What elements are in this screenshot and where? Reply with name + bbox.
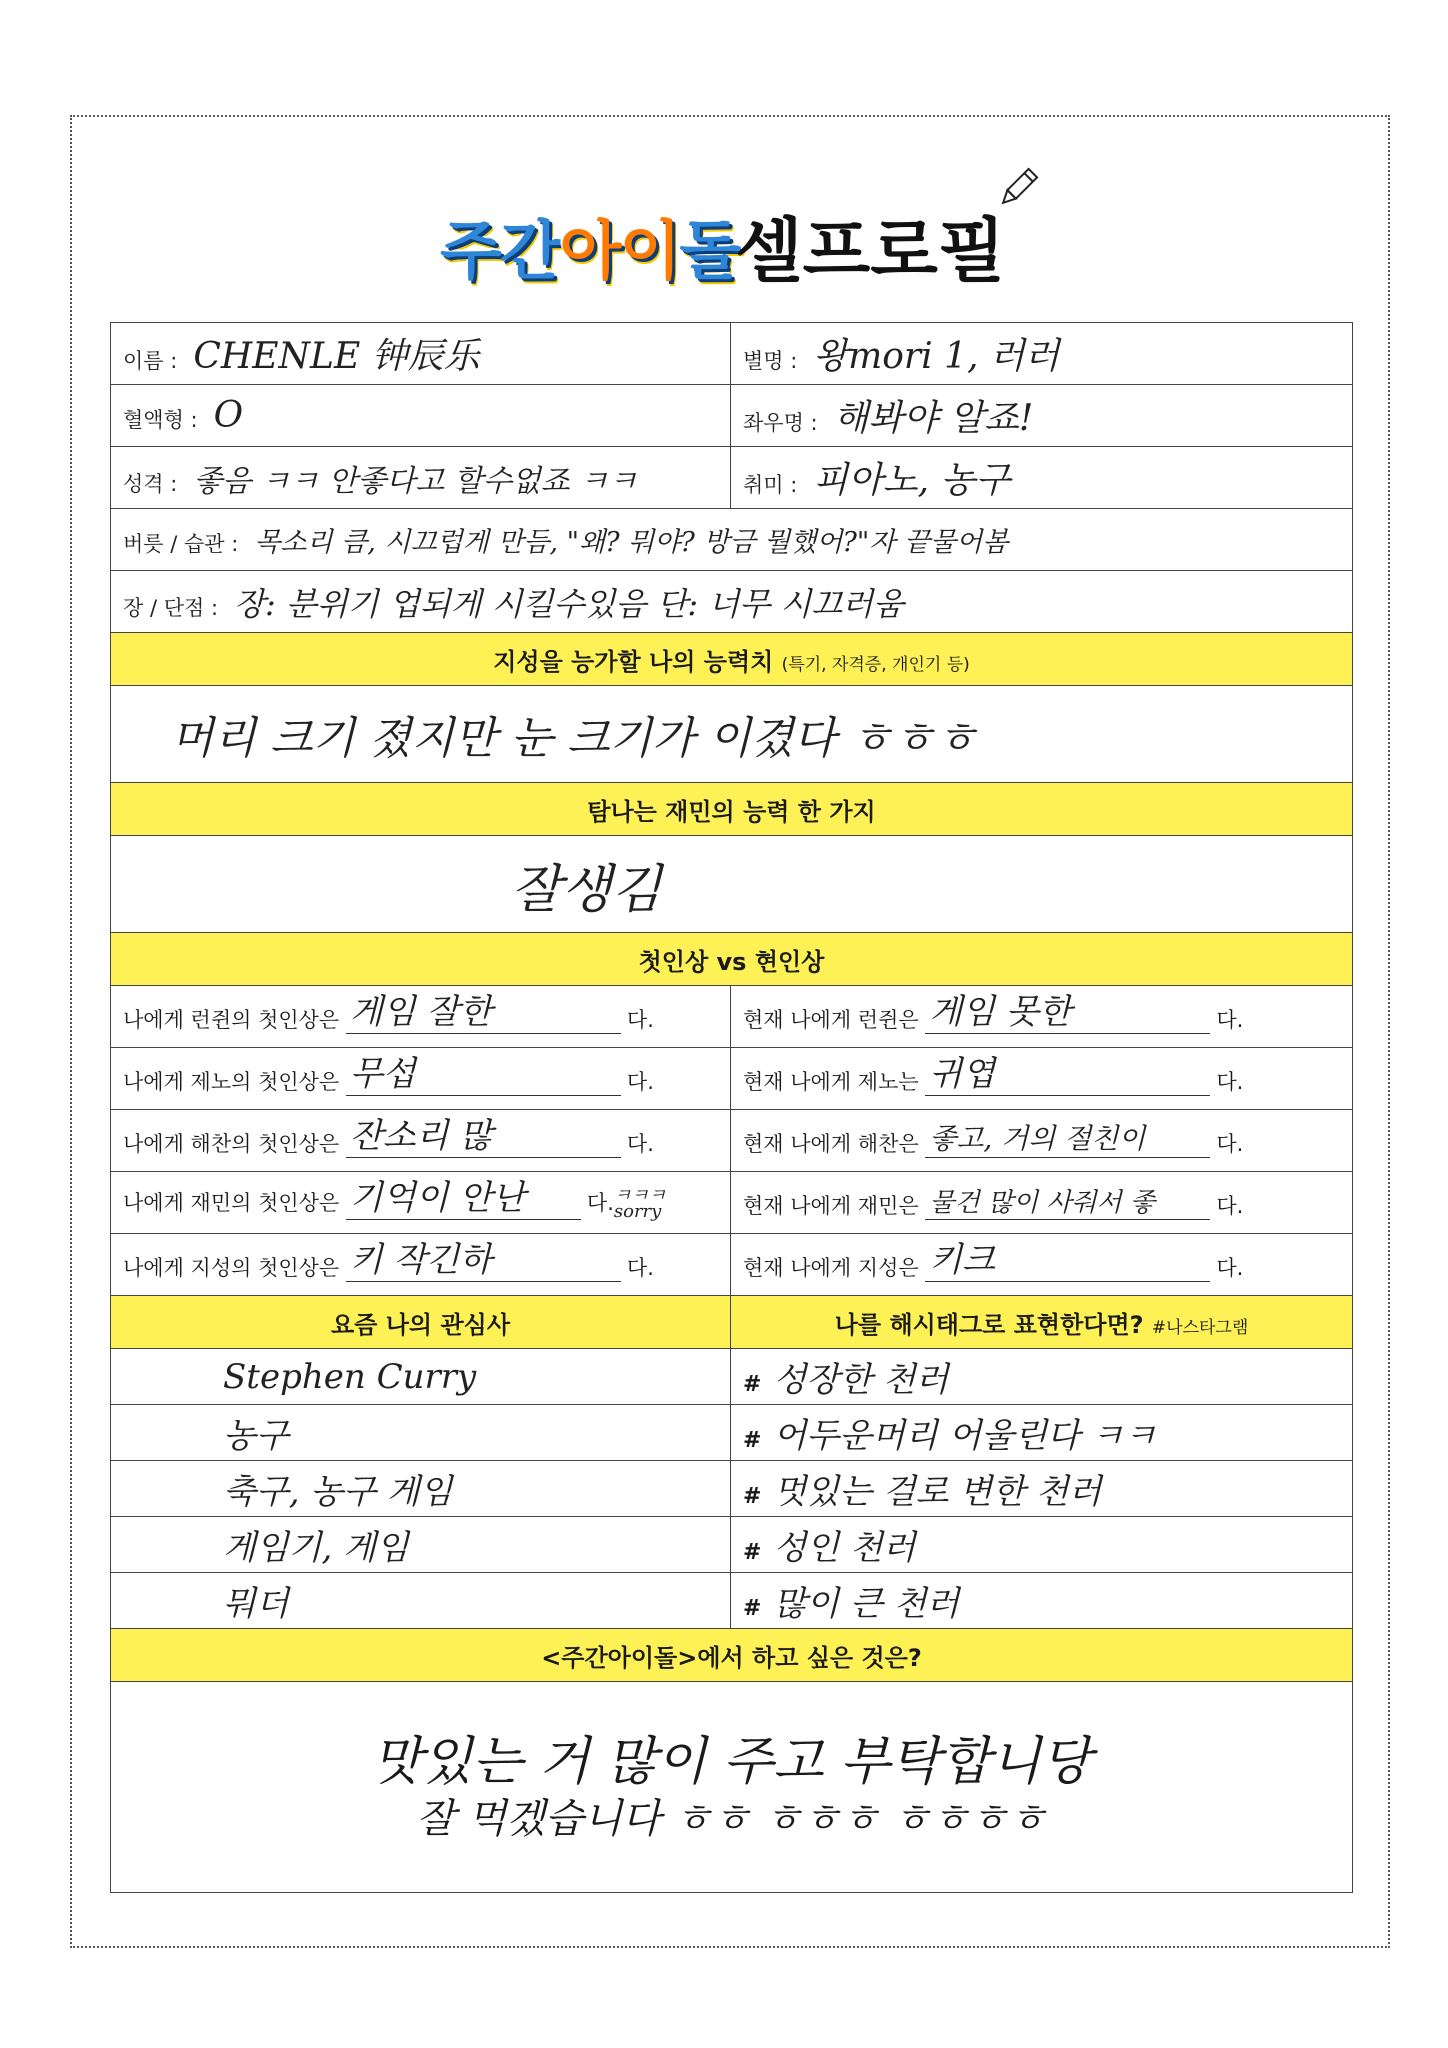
ability-value: 머리 크기 졌지만 눈 크기가 이겼다 ㅎㅎㅎ xyxy=(171,713,978,764)
blood-value: O xyxy=(213,395,244,436)
personality-value: 좋음 ㅋㅋ 안좋다고 할수없죠 ㅋㅋ xyxy=(193,463,638,499)
interest-row-3 xyxy=(111,1461,1353,1517)
pencil-icon xyxy=(995,165,1041,211)
motto-cell: 좌우명 : 해봐야 알죠! xyxy=(731,385,1353,447)
impression-row-renjun xyxy=(111,986,1353,1048)
ability-heading-row xyxy=(111,633,1353,686)
interest-item: 농구 xyxy=(111,1405,731,1461)
impression-row-haechan xyxy=(111,1110,1353,1172)
jaemin-cell xyxy=(111,836,1353,933)
hashtag-item: # 많이 큰 천러 xyxy=(731,1573,1353,1629)
first-impression-jisung: 나에게 지성의 첫인상은 키 작긴하 다. xyxy=(111,1234,731,1296)
nickname-cell: 별명 : 왕mori 1, 러러 xyxy=(731,323,1353,385)
weekly-idol-logo: 주간아이돌 xyxy=(440,215,740,289)
interest-row-2 xyxy=(111,1405,1353,1461)
wish-line-2: 잘 먹겠습니다 ㅎㅎ ㅎㅎㅎ ㅎㅎㅎㅎ xyxy=(416,1796,1047,1842)
impression-row-jisung xyxy=(111,1234,1353,1296)
impression-heading-row xyxy=(111,933,1353,986)
interest-item: Stephen Curry xyxy=(111,1349,731,1405)
jaemin-value: 잘생김 xyxy=(511,859,662,920)
row-pros-cons xyxy=(111,571,1353,633)
jaemin-heading: 탐나는 재민의 능력 한 가지 xyxy=(111,783,1353,836)
now-impression-haechan: 현재 나에게 해찬은 좋고, 거의 절친이 다. xyxy=(731,1110,1353,1172)
now-impression-jisung: 현재 나에게 지성은 키크 다. xyxy=(731,1234,1353,1296)
jaemin-heading-row xyxy=(111,783,1353,836)
first-impression-jeno: 나에게 제노의 첫인상은 무섭 다. xyxy=(111,1048,731,1110)
hashtag-item: # 성장한 천러 xyxy=(731,1349,1353,1405)
name-cell: 이름 : CHENLE 钟辰乐 xyxy=(111,323,731,385)
habit-value: 목소리 큼, 시끄럽게 만듬, "왜? 뭐야? 방금 뭘했어?"자 끝물어봄 xyxy=(254,527,1009,558)
row-personality-hobby xyxy=(111,447,1353,509)
row-name-nickname xyxy=(111,323,1353,385)
hashtag-item: # 어두운머리 어울린다 ㅋㅋ xyxy=(731,1405,1353,1461)
hobby-value: 피아노, 농구 xyxy=(813,460,1011,501)
row-blood-motto xyxy=(111,385,1353,447)
interest-item: 게임기, 게임 xyxy=(111,1517,731,1573)
row-habit xyxy=(111,509,1353,571)
interest-item: 뭐더 xyxy=(111,1573,731,1629)
ability-heading: 지성을 능가할 나의 능력치 (특기, 자격증, 개인기 등) xyxy=(111,633,1353,686)
profile-table xyxy=(110,322,1353,1893)
profile-sheet xyxy=(110,322,1352,1893)
hobby-cell: 취미 : 피아노, 농구 xyxy=(731,447,1353,509)
jaemin-row xyxy=(111,836,1353,933)
impression-row-jaemin xyxy=(111,1172,1353,1234)
blood-cell: 혈액형 : O xyxy=(111,385,731,447)
impression-heading: 첫인상 vs 현인상 xyxy=(111,933,1353,986)
personality-cell: 성격 : 좋음 ㅋㅋ 안좋다고 할수없죠 ㅋㅋ xyxy=(111,447,731,509)
wish-heading-row xyxy=(111,1629,1353,1682)
hashtag-item: # 멋있는 걸로 변한 천러 xyxy=(731,1461,1353,1517)
wish-heading: <주간아이돌>에서 하고 싶은 것은? xyxy=(111,1629,1353,1682)
now-impression-jeno: 현재 나에게 제노는 귀엽 다. xyxy=(731,1048,1353,1110)
now-impression-jaemin: 현재 나에게 재민은 물건 많이 사줘서 좋 다. xyxy=(731,1172,1353,1234)
first-impression-haechan: 나에게 해찬의 첫인상은 잔소리 많 다. xyxy=(111,1110,731,1172)
interest-row-5 xyxy=(111,1573,1353,1629)
first-impression-jaemin: 나에게 재민의 첫인상은 기억이 안난 다.ㅋㅋㅋ sorry xyxy=(111,1172,731,1234)
wish-line-1: 맛있는 거 많이 주고 부탁합니당 xyxy=(371,1732,1092,1792)
interest-hashtag-heading-row xyxy=(111,1296,1353,1349)
motto-value: 해봐야 알죠! xyxy=(833,398,1034,439)
first-impression-renjun: 나에게 런쥔의 첫인상은 게임 잘한 다. xyxy=(111,986,731,1048)
ability-cell xyxy=(111,686,1353,783)
impression-row-jeno xyxy=(111,1048,1353,1110)
habit-cell: 버릇 / 습관 : 목소리 큼, 시끄럽게 만듬, "왜? 뭐야? 방금 뭘했어?"자 끝물어봄 xyxy=(111,509,1353,571)
interest-row-1 xyxy=(111,1349,1353,1405)
nickname-value: 왕mori 1, 러러 xyxy=(813,336,1060,377)
interest-row-4 xyxy=(111,1517,1353,1573)
now-impression-renjun: 현재 나에게 런쥔은 게임 못한 다. xyxy=(731,986,1353,1048)
pros-cons-cell: 장 / 단점 : 장: 분위기 업되게 시킬수있음 단: 너무 시끄러움 xyxy=(111,571,1353,633)
page-header xyxy=(0,165,1448,300)
interests-heading: 요즘 나의 관심사 xyxy=(111,1296,731,1349)
hashtags-heading: 나를 해시태그로 표현한다면? #나스타그램 xyxy=(731,1296,1353,1349)
page-title: 셀프로필 xyxy=(735,210,1006,292)
pros-cons-value: 장: 분위기 업되게 시킬수있음 단: 너무 시끄러움 xyxy=(234,584,904,623)
side-note: ㅋㅋㅋ sorry xyxy=(613,1185,667,1222)
interest-item: 축구, 농구 게임 xyxy=(111,1461,731,1517)
hashtag-item: # 성인 천러 xyxy=(731,1517,1353,1573)
ability-row xyxy=(111,686,1353,783)
name-value: CHENLE 钟辰乐 xyxy=(193,336,480,377)
wish-cell xyxy=(111,1682,1353,1893)
wish-row xyxy=(111,1682,1353,1893)
